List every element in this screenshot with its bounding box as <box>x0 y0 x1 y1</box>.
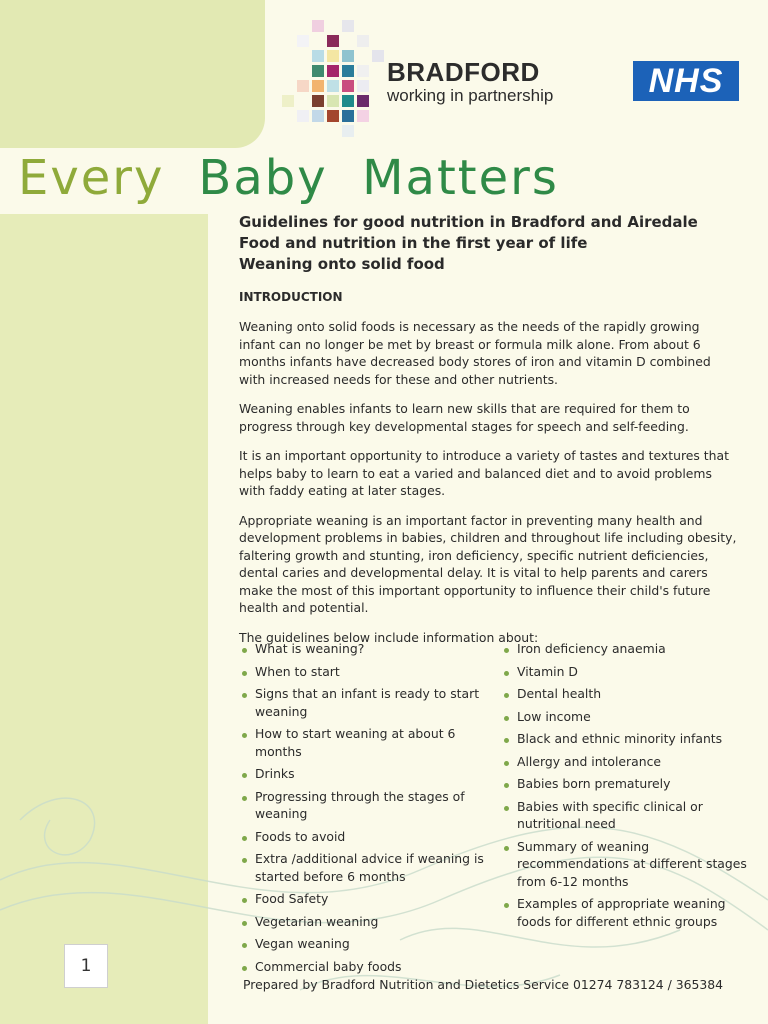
list-item-text: What is weaning? <box>255 641 365 656</box>
mosaic-tile <box>327 65 339 77</box>
subheading: Guidelines for good nutrition in Bradford and Airedale <box>239 213 698 231</box>
mosaic-tile <box>327 50 339 62</box>
list-item-text: Progressing through the stages of weaning <box>255 788 465 821</box>
list-item <box>501 753 749 771</box>
bullet-icon <box>242 693 247 698</box>
nhs-logo <box>633 61 739 101</box>
mosaic-tile <box>312 20 324 32</box>
mosaic-tile <box>357 35 369 47</box>
list-item <box>239 935 489 953</box>
mosaic-tile <box>282 95 294 107</box>
bradford-tagline: working in partnership <box>387 86 554 105</box>
introduction-heading: INTRODUCTION <box>239 290 343 304</box>
mosaic-tile <box>327 95 339 107</box>
bradford-mosaic-logo <box>282 20 382 130</box>
mosaic-tile <box>327 80 339 92</box>
bullet-icon <box>242 858 247 863</box>
mosaic-tile <box>342 95 354 107</box>
mosaic-tile <box>357 110 369 122</box>
list-item <box>501 730 749 748</box>
list-item <box>501 663 749 681</box>
bradford-name: BRADFORD <box>387 57 540 87</box>
list-item <box>501 838 749 891</box>
page-number: 1 <box>64 944 108 988</box>
intro-paragraph: The guidelines below include information about: <box>239 629 539 645</box>
list-item-text: Vegetarian weaning <box>255 913 379 929</box>
list-item <box>501 685 749 703</box>
list-item-text: Babies born prematurely <box>517 776 671 791</box>
list-item <box>501 798 749 833</box>
topic-list-right <box>501 640 749 935</box>
list-item-text: When to start <box>255 663 340 679</box>
bullet-icon <box>242 898 247 903</box>
list-item-text: Low income <box>517 708 591 724</box>
mosaic-tile <box>342 65 354 77</box>
mosaic-tile <box>312 80 324 92</box>
bullet-icon <box>242 836 247 841</box>
bullet-icon <box>242 966 247 971</box>
mosaic-tile <box>342 20 354 32</box>
list-item-text: Examples of appropriate weaning foods for different ethnic groups <box>517 896 726 929</box>
list-item-text: Babies with specific clinical or nutritional need <box>517 798 703 831</box>
footer-text: Prepared by Bradford Nutrition and Dietetics Service 01274 783124 / 365384 <box>243 977 723 992</box>
list-item-text: Extra /additional advice if weaning is started before 6 months <box>255 851 484 884</box>
subheading: Food and nutrition in the first year of life <box>239 234 588 252</box>
list-item-text: Allergy and intolerance <box>517 753 662 769</box>
list-item-text: Food Safety <box>255 891 329 906</box>
title-word-every: Every <box>18 150 165 206</box>
bullet-icon <box>242 796 247 801</box>
bullet-icon <box>504 738 509 743</box>
intro-paragraph: Weaning enables infants to learn new skills that are required for them to progress through key developmental stages for speech and self-feeding. <box>239 401 690 434</box>
bullet-icon <box>504 761 509 766</box>
list-item <box>239 725 489 760</box>
list-item <box>239 890 489 908</box>
mosaic-tile <box>357 65 369 77</box>
mosaic-tile <box>342 110 354 122</box>
list-item-text: Dental health <box>517 686 602 701</box>
mosaic-tile <box>312 95 324 107</box>
topic-list-left <box>239 640 489 980</box>
mosaic-tile <box>312 65 324 77</box>
list-item <box>239 788 489 823</box>
subheading: Weaning onto solid food <box>239 255 445 273</box>
list-item-text: Summary of weaning recommendations at different stages from 6-12 months <box>517 838 747 889</box>
bradford-logo <box>387 58 553 106</box>
bullet-icon <box>504 846 509 851</box>
bullet-icon <box>242 773 247 778</box>
mosaic-tile <box>342 80 354 92</box>
list-item <box>501 775 749 793</box>
bullet-icon <box>242 648 247 653</box>
mosaic-tile <box>312 50 324 62</box>
mosaic-tile <box>297 110 309 122</box>
nhs-logo-text: NHS <box>648 61 724 100</box>
page-title <box>18 150 559 206</box>
bullet-icon <box>242 921 247 926</box>
list-item-text: Vegan weaning <box>255 936 350 951</box>
mosaic-tile <box>342 125 354 137</box>
list-item-text: How to start weaning at about 6 months <box>255 726 456 759</box>
intro-paragraph: Appropriate weaning is an important factor in preventing many health and development problems in babies, children and throughout life including obesity, faltering growth and stunting, iron deficiency, specific nutrient deficiencies, dental caries and developmental delay. It is vital to help parents and carers make the most of this important opportunity to influence their child's future health and potential. <box>239 512 737 615</box>
mosaic-tile <box>312 110 324 122</box>
list-item <box>501 640 749 658</box>
mosaic-tile <box>357 80 369 92</box>
bullet-icon <box>242 733 247 738</box>
bullet-icon <box>504 903 509 908</box>
list-item-text: Foods to avoid <box>255 828 346 844</box>
list-item-text: Signs that an infant is ready to start weaning <box>255 686 480 719</box>
intro-paragraph: Weaning onto solid foods is necessary as the needs of the rapidly growing infant can no longer be met by breast or formula milk alone. From about 6 months infants have decreased body stores of iron and vitamin D combined with increased needs for these and other nutrients. <box>239 319 711 387</box>
list-item-text: Vitamin D <box>517 663 578 679</box>
bullet-icon <box>242 671 247 676</box>
mosaic-tile <box>342 50 354 62</box>
list-item-text: Iron deficiency anaemia <box>517 641 666 656</box>
bullet-icon <box>504 671 509 676</box>
list-item <box>501 708 749 726</box>
intro-paragraph: It is an important opportunity to introduce a variety of tastes and textures that helps baby to learn to eat a varied and balanced diet and to avoid problems with faddy eating at later stages. <box>239 448 729 498</box>
bullet-icon <box>504 716 509 721</box>
mosaic-tile <box>372 50 384 62</box>
bullet-icon <box>504 648 509 653</box>
mosaic-tile <box>297 35 309 47</box>
mosaic-tile <box>297 80 309 92</box>
left-green-band-top <box>0 0 265 148</box>
list-item <box>239 828 489 846</box>
mosaic-tile <box>357 95 369 107</box>
bullet-icon <box>242 943 247 948</box>
mosaic-tile <box>327 110 339 122</box>
list-item <box>501 895 749 930</box>
mosaic-tile <box>327 35 339 47</box>
bullet-icon <box>504 806 509 811</box>
list-item-text: Commercial baby foods <box>255 958 402 974</box>
bullet-icon <box>504 783 509 788</box>
list-item-text: Drinks <box>255 766 295 781</box>
list-item <box>239 663 489 681</box>
list-item <box>239 640 489 658</box>
list-item-text: Black and ethnic minority infants <box>517 731 723 746</box>
title-words-baby-matters: Baby Matters <box>198 150 559 206</box>
bullet-icon <box>504 693 509 698</box>
list-item <box>239 765 489 783</box>
list-item <box>239 958 489 976</box>
main-content <box>239 212 739 646</box>
list-item <box>239 850 489 885</box>
list-item <box>239 685 489 720</box>
list-item <box>239 913 489 931</box>
